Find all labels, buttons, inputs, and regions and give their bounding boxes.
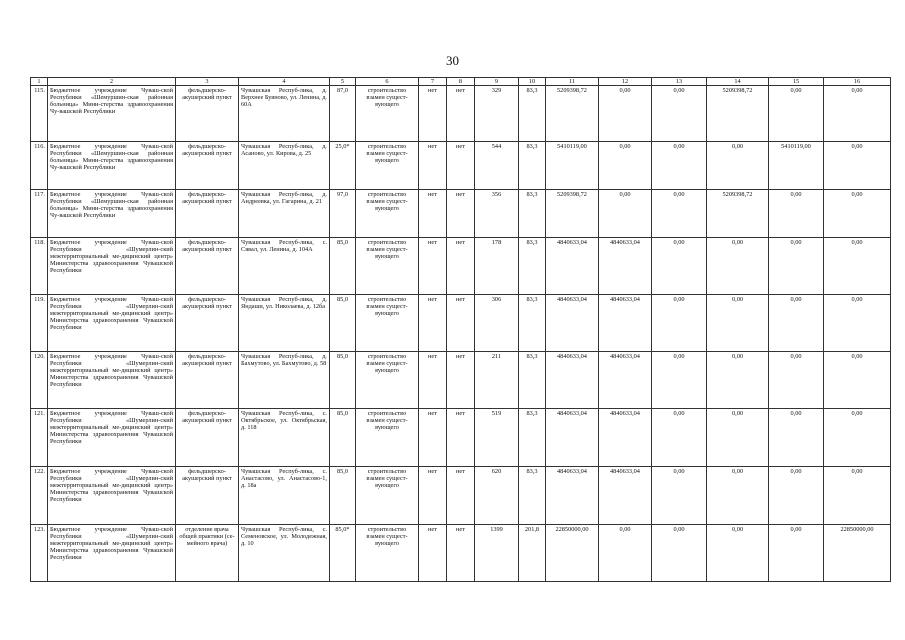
col16-cell: 0,00 — [824, 190, 891, 238]
header-cell: 13 — [652, 78, 707, 86]
col15-cell: 0,00 — [769, 525, 824, 582]
col13-cell: 0,00 — [652, 295, 707, 352]
area-cell: 85,0* — [330, 525, 356, 582]
col15-cell: 0,00 — [769, 295, 824, 352]
header-cell: 4 — [239, 78, 330, 86]
table-row — [31, 238, 891, 295]
header-cell: 9 — [475, 78, 519, 86]
row-number-cell: 118. — [31, 238, 48, 295]
col8-cell: нет — [447, 409, 475, 467]
col7-cell: нет — [419, 142, 447, 190]
facility-type-cell: фельдшерско-акушерский пункт — [176, 295, 239, 352]
col11-cell: 4840633,04 — [546, 352, 599, 409]
col7-cell: нет — [419, 190, 447, 238]
col8-cell: нет — [447, 238, 475, 295]
col9-cell: 356 — [475, 190, 519, 238]
area-cell: 87,0 — [330, 86, 356, 142]
area-cell: 85,0 — [330, 352, 356, 409]
table-row — [31, 409, 891, 467]
col9-cell: 1399 — [475, 525, 519, 582]
col7-cell: нет — [419, 467, 447, 525]
address-cell: Чувашская Респуб-лика, д. Асаново, ул. Кирова, д. 25 — [239, 142, 330, 190]
col10-cell: 83,3 — [519, 352, 546, 409]
col16-cell: 0,00 — [824, 295, 891, 352]
address-cell: Чувашская Респуб-лика, с. Сявал, ул. Ленина, д. 104А — [239, 238, 330, 295]
col13-cell: 0,00 — [652, 86, 707, 142]
col10-cell: 201,8 — [519, 525, 546, 582]
work-type-cell: строительство взамен сущест-вующего — [356, 352, 419, 409]
col8-cell: нет — [447, 86, 475, 142]
organization-cell: Бюджетное учреждение Чуваш-ской Республики «Шумерлин-ский межтерриториальный ме-дицинский центр» Министерства здравоохранения Чувашской Республики — [48, 467, 176, 525]
table-row — [31, 352, 891, 409]
col14-cell: 0,00 — [707, 295, 769, 352]
col9-cell: 329 — [475, 86, 519, 142]
col7-cell: нет — [419, 295, 447, 352]
address-cell: Чувашская Респуб-лика, д. Яндаши, ул. Николаева, д. 12ба — [239, 295, 330, 352]
col16-cell: 0,00 — [824, 142, 891, 190]
col12-cell: 4840633,04 — [599, 352, 652, 409]
header-cell: 1 — [31, 78, 48, 86]
col10-cell: 83,3 — [519, 86, 546, 142]
col14-cell: 5209398,72 — [707, 86, 769, 142]
header-cell: 5 — [330, 78, 356, 86]
facility-type-cell: фельдшерско-акушерский пункт — [176, 409, 239, 467]
area-cell: 85,0 — [330, 409, 356, 467]
col11-cell: 5410119,00 — [546, 142, 599, 190]
table-row — [31, 467, 891, 525]
col14-cell: 0,00 — [707, 467, 769, 525]
col11-cell: 4840633,04 — [546, 295, 599, 352]
col13-cell: 0,00 — [652, 238, 707, 295]
col8-cell: нет — [447, 467, 475, 525]
header-cell: 10 — [519, 78, 546, 86]
address-cell: Чувашская Респуб-лика, с. Анастасово, ул. Анастасово-1, д. 18а — [239, 467, 330, 525]
header-cell: 6 — [356, 78, 419, 86]
work-type-cell: строительство взамен сущест-вующего — [356, 467, 419, 525]
col11-cell: 5209398,72 — [546, 190, 599, 238]
organization-cell: Бюджетное учреждение Чуваш-ской Республики «Шумерлин-ский межтерриториальный ме-дицинский центр» Министерства здравоохранения Чувашской Республики — [48, 295, 176, 352]
col12-cell: 4840633,04 — [599, 467, 652, 525]
col15-cell: 0,00 — [769, 86, 824, 142]
table-row — [31, 525, 891, 582]
facility-type-cell: фельдшерско-акушерский пункт — [176, 467, 239, 525]
address-cell: Чувашская Респуб-лика, с. Октябрьское, ул. Октябрьская, д. 118 — [239, 409, 330, 467]
work-type-cell: строительство взамен сущест-вующего — [356, 295, 419, 352]
col14-cell: 0,00 — [707, 238, 769, 295]
row-number-cell: 122. — [31, 467, 48, 525]
col11-cell: 22850000,00 — [546, 525, 599, 582]
col7-cell: нет — [419, 238, 447, 295]
header-cell: 8 — [447, 78, 475, 86]
header-row — [31, 78, 891, 86]
col8-cell: нет — [447, 352, 475, 409]
work-type-cell: строительство взамен сущест-вующего — [356, 525, 419, 582]
col16-cell: 22850000,00 — [824, 525, 891, 582]
table-row — [31, 190, 891, 238]
col15-cell: 0,00 — [769, 409, 824, 467]
col14-cell: 0,00 — [707, 142, 769, 190]
col15-cell: 0,00 — [769, 467, 824, 525]
header-cell: 11 — [546, 78, 599, 86]
col10-cell: 83,3 — [519, 238, 546, 295]
row-number-cell: 120. — [31, 352, 48, 409]
col10-cell: 83,3 — [519, 409, 546, 467]
header-cell: 14 — [707, 78, 769, 86]
col15-cell: 5410119,00 — [769, 142, 824, 190]
header-cell: 12 — [599, 78, 652, 86]
col9-cell: 178 — [475, 238, 519, 295]
organization-cell: Бюджетное учреждение Чуваш-ской Республики «Шемуршин-ская районная больница» Мини-стерства здравоохранения Чу-вашской Республики — [48, 142, 176, 190]
col9-cell: 519 — [475, 409, 519, 467]
header-cell: 7 — [419, 78, 447, 86]
col14-cell: 0,00 — [707, 409, 769, 467]
organization-cell: Бюджетное учреждение Чуваш-ской Республики «Шумерлин-ский межтерриториальный ме-дицинский центр» Министерства здравоохранения Чувашской Республики — [48, 409, 176, 467]
col13-cell: 0,00 — [652, 190, 707, 238]
row-number-cell: 116. — [31, 142, 48, 190]
col11-cell: 4840633,04 — [546, 409, 599, 467]
col10-cell: 83,3 — [519, 295, 546, 352]
col14-cell: 0,00 — [707, 525, 769, 582]
col7-cell: нет — [419, 352, 447, 409]
organization-cell: Бюджетное учреждение Чуваш-ской Республики «Шумерлин-ский межтерриториальный ме-дицинский центр» Министерства здравоохранения Чувашской Республики — [48, 238, 176, 295]
col8-cell: нет — [447, 142, 475, 190]
col9-cell: 306 — [475, 295, 519, 352]
work-type-cell: строительство взамен сущест-вующего — [356, 190, 419, 238]
col15-cell: 0,00 — [769, 352, 824, 409]
col12-cell: 0,00 — [599, 525, 652, 582]
header-cell: 2 — [48, 78, 176, 86]
address-cell: Чувашская Респуб-лика, д. Бахмутово, ул. Бахмутово, д. 58 — [239, 352, 330, 409]
organization-cell: Бюджетное учреждение Чуваш-ской Республики «Шумерлин-ский межтерриториальный ме-дицинский центр» Министерства здравоохранения Чувашской Республики — [48, 352, 176, 409]
col9-cell: 620 — [475, 467, 519, 525]
col13-cell: 0,00 — [652, 352, 707, 409]
col7-cell: нет — [419, 86, 447, 142]
col11-cell: 4840633,04 — [546, 238, 599, 295]
col13-cell: 0,00 — [652, 142, 707, 190]
area-cell: 25,0* — [330, 142, 356, 190]
row-number-cell: 121. — [31, 409, 48, 467]
col15-cell: 0,00 — [769, 238, 824, 295]
col7-cell: нет — [419, 409, 447, 467]
work-type-cell: строительство взамен сущест-вующего — [356, 409, 419, 467]
col9-cell: 544 — [475, 142, 519, 190]
row-number-cell: 123. — [31, 525, 48, 582]
address-cell: Чувашская Респуб-лика, д. Андреевка, ул. Гагарина, д. 21 — [239, 190, 330, 238]
table-row — [31, 142, 891, 190]
col13-cell: 0,00 — [652, 467, 707, 525]
area-cell: 97,0 — [330, 190, 356, 238]
header-cell: 16 — [824, 78, 891, 86]
row-number-cell: 117. — [31, 190, 48, 238]
col16-cell: 0,00 — [824, 86, 891, 142]
col12-cell: 4840633,04 — [599, 409, 652, 467]
facility-type-cell: фельдшерско-акушерский пункт — [176, 86, 239, 142]
col7-cell: нет — [419, 525, 447, 582]
col16-cell: 0,00 — [824, 409, 891, 467]
area-cell: 85,0 — [330, 295, 356, 352]
col13-cell: 0,00 — [652, 409, 707, 467]
col10-cell: 83,3 — [519, 467, 546, 525]
facilities-table — [30, 77, 891, 582]
address-cell: Чувашская Респуб-лика, с. Семеновское, ул. Молодежная, д. 10 — [239, 525, 330, 582]
row-number-cell: 119. — [31, 295, 48, 352]
address-cell: Чувашская Респуб-лика, д. Верхнее Буяново, ул. Ленина, д. 60А — [239, 86, 330, 142]
facility-type-cell: фельдшерско-акушерский пункт — [176, 142, 239, 190]
organization-cell: Бюджетное учреждение Чуваш-ской Республики «Шемуршин-ская районная больница» Мини-стерства здравоохранения Чу-вашской Республики — [48, 86, 176, 142]
page-number: 30 — [446, 53, 459, 68]
organization-cell: Бюджетное учреждение Чуваш-ской Республики «Шумерлин-ский межтерриториальный ме-дицинский центр» Министерства здравоохранения Чувашской Республики — [48, 525, 176, 582]
work-type-cell: строительство взамен сущест-вующего — [356, 142, 419, 190]
organization-cell: Бюджетное учреждение Чуваш-ской Республики «Шемуршин-ская районная больница» Мини-стерства здравоохранения Чу-вашской Республики — [48, 190, 176, 238]
header-cell: 15 — [769, 78, 824, 86]
col12-cell: 0,00 — [599, 86, 652, 142]
header-cell: 3 — [176, 78, 239, 86]
col16-cell: 0,00 — [824, 352, 891, 409]
table-row — [31, 295, 891, 352]
col8-cell: нет — [447, 190, 475, 238]
row-number-cell: 115. — [31, 86, 48, 142]
work-type-cell: строительство взамен сущест-вующего — [356, 86, 419, 142]
col12-cell: 0,00 — [599, 142, 652, 190]
col13-cell: 0,00 — [652, 525, 707, 582]
col9-cell: 211 — [475, 352, 519, 409]
col12-cell: 0,00 — [599, 190, 652, 238]
col8-cell: нет — [447, 525, 475, 582]
col11-cell: 5209398,72 — [546, 86, 599, 142]
area-cell: 85,0 — [330, 467, 356, 525]
col16-cell: 0,00 — [824, 467, 891, 525]
facility-type-cell: фельдшерско-акушерский пункт — [176, 352, 239, 409]
facility-type-cell: отделение врача общей практики (се-мейного врача) — [176, 525, 239, 582]
work-type-cell: строительство взамен сущест-вующего — [356, 238, 419, 295]
col14-cell: 5209398,72 — [707, 190, 769, 238]
facility-type-cell: фельдшерско-акушерский пункт — [176, 190, 239, 238]
col14-cell: 0,00 — [707, 352, 769, 409]
col15-cell: 0,00 — [769, 190, 824, 238]
facility-type-cell: фельдшерско-акушерский пункт — [176, 238, 239, 295]
col11-cell: 4840633,04 — [546, 467, 599, 525]
col12-cell: 4840633,04 — [599, 295, 652, 352]
col10-cell: 83,3 — [519, 190, 546, 238]
table-row — [31, 86, 891, 142]
col16-cell: 0,00 — [824, 238, 891, 295]
area-cell: 85,0 — [330, 238, 356, 295]
col10-cell: 83,3 — [519, 142, 546, 190]
col12-cell: 4840633,04 — [599, 238, 652, 295]
col8-cell: нет — [447, 295, 475, 352]
